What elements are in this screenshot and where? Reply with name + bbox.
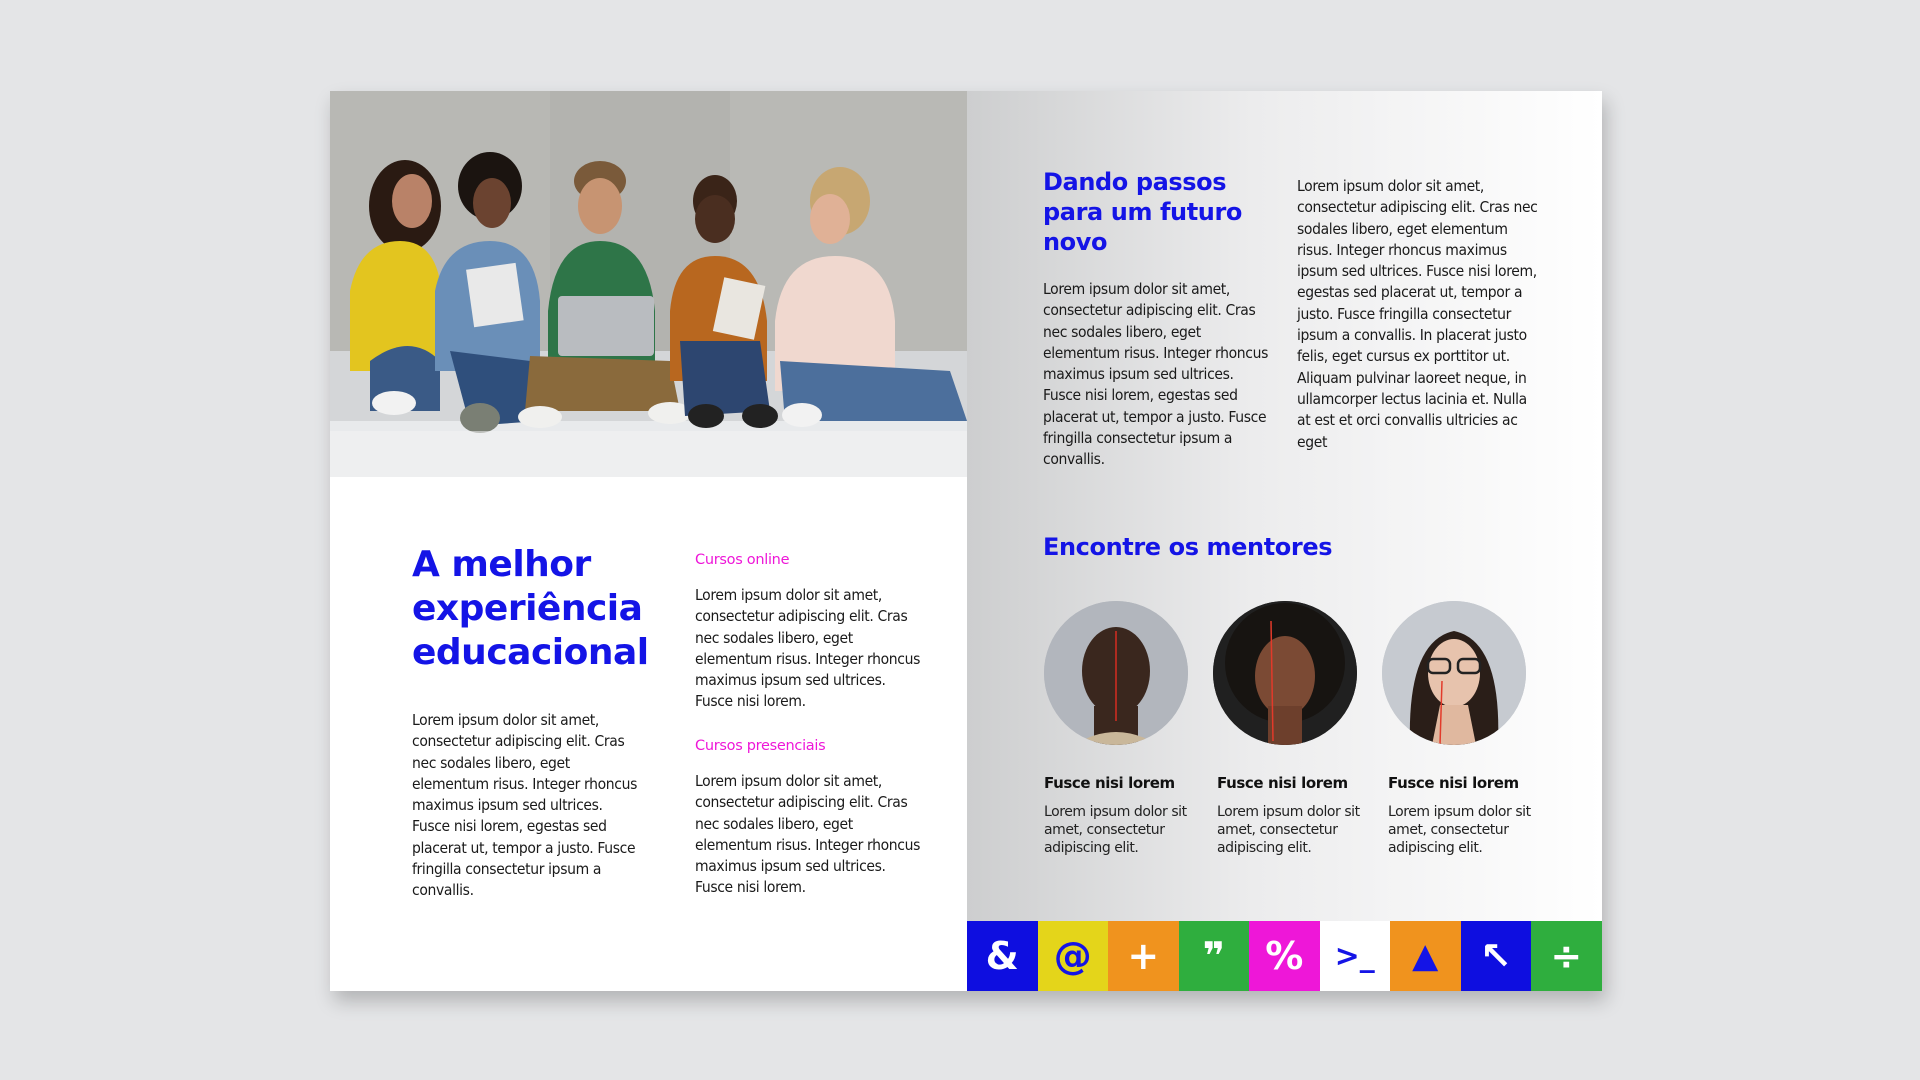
left-page: [330, 91, 967, 991]
icon-strip: [967, 921, 1602, 991]
mentor-avatar: [1213, 601, 1357, 745]
headline: Dando passos para um futuro novo: [1043, 168, 1243, 256]
mentor-name: Fusce nisi lorem: [1044, 774, 1175, 792]
headline-column-2-text: Lorem ipsum dolor sit amet, consectetur adipiscing elit. Cras nec sodales libero, eget elementum risus. Integer rhoncus maximus ipsum sed ultrices. Fusce nisi lorem, egestas sed placerat ut, tempor a justo. Fusce fringilla consectetur ipsum a convallis. In placerat justo felis, eget cursus ex porttitor ut. Aliquam pulvinar laoreet neque, in ullamcorper lectus lacinia et. Nulla at est et orci convallis ultricies ac eget: [1297, 177, 1538, 451]
pencil-tip-icon: ▲: [1390, 921, 1461, 991]
mentor-description: Lorem ipsum dolor sit amet, consectetur adipiscing elit.: [1388, 804, 1531, 856]
mentor-name: Fusce nisi lorem: [1388, 774, 1519, 792]
brochure-spread: [330, 91, 1602, 991]
mentor-description: Lorem ipsum dolor sit amet, consectetur adipiscing elit.: [1217, 804, 1360, 856]
presencial-courses-text: Lorem ipsum dolor sit amet, consectetur adipiscing elit. Cras nec sodales libero, eget elementum risus. Integer rhoncus maximus ipsum sed ultrices. Fusce nisi lorem.: [695, 772, 921, 897]
ampersand-icon: &: [967, 921, 1038, 991]
divide-icon: ÷: [1531, 921, 1602, 991]
quote-icon: ❞: [1179, 921, 1250, 991]
percent-icon: %: [1249, 921, 1320, 991]
online-courses-label: Cursos online: [695, 552, 790, 568]
intro-paragraph: Lorem ipsum dolor sit amet, consectetur adipiscing elit. Cras nec sodales libero, eget elementum risus. Integer rhoncus maximus ipsum sed ultrices. Fusce nisi lorem, egestas sed placerat ut, tempor a justo. Fusce fringilla consectetur ipsum a convallis.: [412, 711, 638, 900]
presencial-courses-label: Cursos presenciais: [695, 738, 826, 754]
students-illustration: [330, 91, 967, 477]
mentor-avatar: [1044, 601, 1188, 745]
terminal-prompt-icon: >_: [1320, 921, 1391, 991]
mentor-description: Lorem ipsum dolor sit amet, consectetur adipiscing elit.: [1044, 804, 1187, 856]
mentor-name: Fusce nisi lorem: [1217, 774, 1348, 792]
online-courses-text: Lorem ipsum dolor sit amet, consectetur adipiscing elit. Cras nec sodales libero, eget elementum risus. Integer rhoncus maximus ipsum sed ultrices. Fusce nisi lorem.: [695, 586, 921, 711]
mentor-avatar: [1382, 601, 1526, 745]
right-page: [967, 91, 1602, 991]
students-group-photo: [330, 91, 967, 477]
headline-column-1-text: Lorem ipsum dolor sit amet, consectetur adipiscing elit. Cras nec sodales libero, eget elementum risus. Integer rhoncus maximus ipsum sed ultrices. Fusce nisi lorem, egestas sed placerat ut, tempor a justo. Fusce fringilla consectetur ipsum a convallis.: [1043, 280, 1269, 469]
cursor-arrow-icon: ↖: [1461, 921, 1532, 991]
mentors-title: Encontre os mentores: [1043, 533, 1333, 561]
at-sign-icon: @: [1038, 921, 1109, 991]
plus-icon: +: [1108, 921, 1179, 991]
page-title: A melhor experiência educacional: [412, 544, 649, 673]
